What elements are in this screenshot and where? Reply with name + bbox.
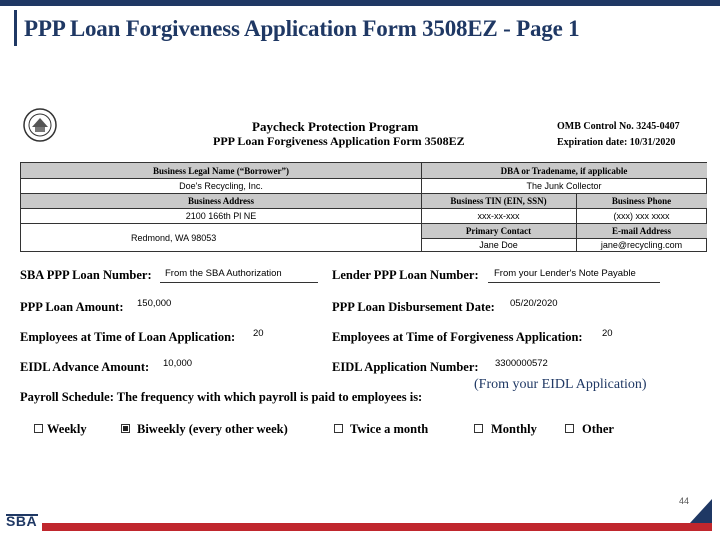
eidl-number-value: 3300000572	[495, 358, 548, 369]
eidl-advance-value: 10,000	[163, 358, 193, 369]
table-rule	[421, 163, 422, 252]
sba-loan-number-label: SBA PPP Loan Number:	[20, 268, 152, 282]
borrower-name-value: Doe's Recycling, Inc.	[179, 180, 263, 191]
slide-title: PPP Loan Forgiveness Application Form 3508EZ - Page 1	[24, 16, 580, 41]
sba-seal-icon	[22, 107, 58, 143]
table-rule	[21, 193, 707, 194]
eidl-advance-label: EIDL Advance Amount:	[20, 360, 150, 374]
primary-contact-header: Primary Contact	[421, 223, 576, 238]
other-label: Other	[582, 422, 614, 436]
twice-a-month-label: Twice a month	[350, 422, 429, 436]
loan-amount-label: PPP Loan Amount:	[20, 300, 124, 314]
disbursement-date-value: 05/20/2020	[510, 298, 558, 309]
tin-header: Business TIN (EIN, SSN)	[421, 193, 576, 208]
underline	[488, 282, 660, 283]
biweekly-checkbox[interactable]	[121, 424, 130, 433]
corner-accent	[690, 499, 712, 523]
omb-number: OMB Control No. 3245-0407	[557, 121, 680, 132]
address-value: 2100 166th Pl NE	[185, 210, 257, 221]
biweekly-label: Biweekly (every other week)	[137, 422, 288, 436]
dba-header: DBA or Tradename, if applicable	[421, 163, 707, 178]
phone-header: Business Phone	[576, 193, 707, 208]
monthly-checkbox[interactable]	[474, 424, 483, 433]
top-accent-bar	[0, 0, 720, 6]
bottom-accent-bar	[42, 523, 712, 531]
lender-loan-number-value: From your Lender's Note Payable	[494, 268, 636, 279]
employees-loan-app-label: Employees at Time of Loan Application:	[20, 330, 236, 344]
expiration-date: Expiration date: 10/31/2020	[557, 137, 676, 148]
borrower-info-table	[20, 162, 707, 252]
sba-loan-number-value: From the SBA Authorization	[165, 268, 282, 279]
disbursement-date-label: PPP Loan Disbursement Date:	[332, 300, 495, 314]
city-state-zip: Redmond, WA 98053	[131, 232, 217, 243]
eidl-annotation: (From your EIDL Application)	[474, 377, 647, 392]
email-value: jane@recycling.com	[600, 240, 683, 250]
lender-loan-number-label: Lender PPP Loan Number:	[332, 268, 479, 282]
monthly-label: Monthly	[491, 422, 537, 436]
table-rule	[21, 178, 707, 179]
loan-amount-value: 150,000	[137, 298, 172, 309]
phone-value: (xxx) xxx xxxx	[613, 210, 670, 221]
employees-forgiveness-label: Employees at Time of Forgiveness Application:	[332, 330, 583, 344]
employees-loan-app-value: 20	[253, 328, 264, 339]
table-rule	[576, 193, 577, 252]
eidl-number-label: EIDL Application Number:	[332, 360, 479, 374]
primary-contact-value: Jane Doe	[479, 240, 518, 250]
table-rule	[21, 208, 707, 209]
sba-logo: SBA	[6, 513, 38, 529]
payroll-schedule-label: Payroll Schedule: The frequency with which payroll is paid to employees is:	[20, 390, 423, 404]
table-rule	[421, 238, 707, 239]
form-program-title: Paycheck Protection Program	[252, 119, 419, 134]
table-rule	[21, 223, 707, 224]
weekly-checkbox[interactable]	[34, 424, 43, 433]
dba-value: The Junk Collector	[526, 180, 602, 191]
weekly-label: Weekly	[47, 422, 87, 436]
twice-a-month-checkbox[interactable]	[334, 424, 343, 433]
tin-value: xxx-xx-xxx	[477, 210, 520, 221]
form-title: PPP Loan Forgiveness Application Form 3508EZ	[213, 134, 465, 148]
employees-forgiveness-value: 20	[602, 328, 613, 339]
other-checkbox[interactable]	[565, 424, 574, 433]
underline	[160, 282, 318, 283]
address-header: Business Address	[21, 193, 421, 208]
page-number: 44	[679, 496, 690, 506]
email-header: E-mail Address	[576, 223, 707, 238]
title-bracket	[14, 10, 20, 46]
borrower-name-header: Business Legal Name (“Borrower”)	[21, 163, 421, 178]
